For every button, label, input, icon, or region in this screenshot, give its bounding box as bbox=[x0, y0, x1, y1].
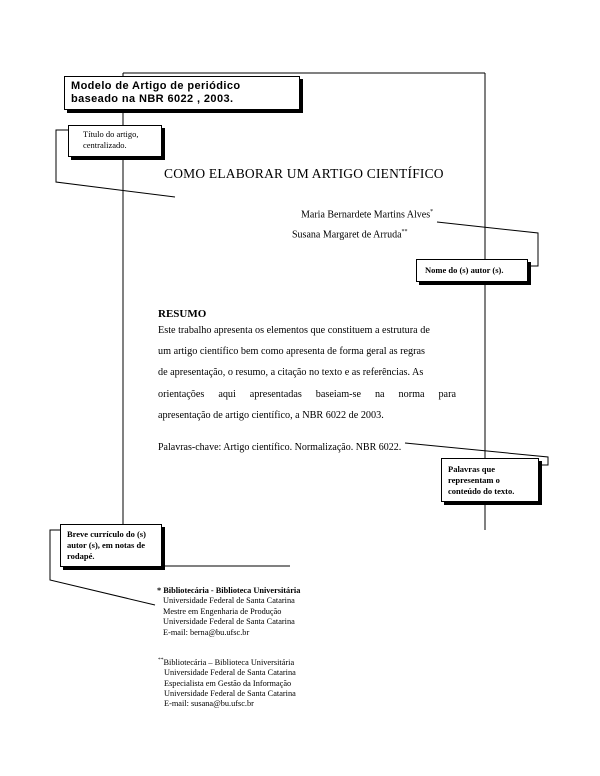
footnote-1-heading bbox=[157, 586, 300, 596]
footnote-2-line-1: Bibliotecária – Biblioteca Universitária bbox=[163, 657, 295, 667]
footnote-2 bbox=[158, 655, 296, 710]
resumo-line-5: apresentação de artigo científico, a NBR 6022 de 2003. bbox=[158, 409, 384, 421]
footnote-2-line-3: Especialista em Gestão da Informação bbox=[164, 678, 292, 688]
model-header-box bbox=[64, 76, 300, 110]
footnote-2-heading bbox=[158, 655, 296, 668]
author-2-name: Susana Margaret de Arruda bbox=[292, 229, 402, 241]
author-1-mark: * bbox=[430, 209, 434, 215]
footnote-callout-line-1: Breve currículo do (s) bbox=[67, 529, 146, 539]
footnote-2-line-5: E-mail: susana@bu.ufsc.br bbox=[164, 699, 254, 709]
title-callout-line-2: centralizado. bbox=[83, 140, 127, 150]
title-callout-line-1: Título do artigo, bbox=[83, 129, 139, 139]
resumo-heading: RESUMO bbox=[158, 308, 207, 320]
header-line-1: Modelo de Artigo de periódico bbox=[71, 80, 241, 92]
footnote-2-line-4: Universidade Federal de Santa Catarina bbox=[164, 688, 296, 698]
footnote-2-mark: ** bbox=[158, 657, 164, 663]
keywords-callout-line-3: conteúdo do texto. bbox=[448, 486, 515, 496]
footnote-callout bbox=[60, 524, 162, 567]
author-1 bbox=[301, 209, 433, 220]
resumo-line-1: Este trabalho apresenta os elementos que constituem a estrutura de bbox=[158, 325, 430, 336]
footnote-1-mark: * bbox=[157, 586, 162, 595]
title-callout bbox=[68, 125, 162, 157]
keywords-line: Palavras-chave: Artigo científico. Normalização. NBR 6022. bbox=[158, 442, 402, 453]
resumo-body bbox=[158, 320, 456, 426]
keywords-callout-line-2: representam o bbox=[448, 475, 500, 485]
authors-callout bbox=[416, 259, 528, 282]
article-title: COMO ELABORAR UM ARTIGO CIENTÍFICO bbox=[164, 166, 444, 181]
author-1-name: Maria Bernardete Martins Alves bbox=[301, 209, 431, 221]
resumo-line-2: um artigo científico bem como apresenta de forma geral as regras bbox=[158, 346, 426, 358]
footnote-1-line-3: Mestre em Engenharia de Produção bbox=[163, 606, 282, 616]
keywords-callout bbox=[441, 458, 539, 502]
footnote-1-line-4: Universidade Federal de Santa Catarina bbox=[163, 617, 295, 627]
keywords-callout-line-1: Palavras que bbox=[448, 464, 495, 474]
resumo-line-3: de apresentação, o resumo, a citação no texto e as referências. As bbox=[158, 367, 424, 379]
author-2-mark: ** bbox=[401, 229, 408, 235]
resumo-line-4: orientações aqui apresentadas baseiam-se na norma para bbox=[158, 388, 456, 400]
authors-callout-text: Nome do (s) autor (s). bbox=[425, 265, 504, 275]
footnote-callout-line-3: rodapé. bbox=[67, 551, 95, 561]
footnote-2-line-2: Universidade Federal de Santa Catarina bbox=[164, 668, 296, 678]
header-line-2: baseado na NBR 6022 , 2003. bbox=[71, 93, 234, 105]
footnote-callout-line-2: autor (s), em notas de bbox=[67, 540, 145, 550]
author-2 bbox=[292, 229, 408, 240]
footnote-1-line-1: Bibliotecária - Biblioteca Universitária bbox=[163, 586, 301, 595]
footnote-1 bbox=[157, 586, 300, 638]
footnote-1-line-5: E-mail: berna@bu.ufsc.br bbox=[163, 627, 250, 637]
footnote-1-line-2: Universidade Federal de Santa Catarina bbox=[163, 596, 295, 606]
